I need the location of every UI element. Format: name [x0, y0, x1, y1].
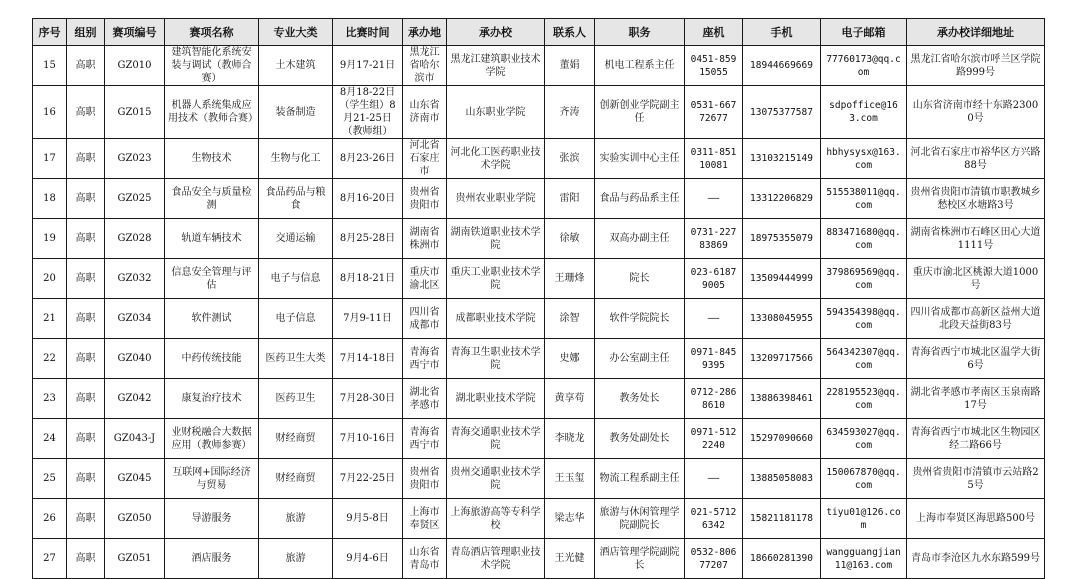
- cell-email: sdpoffice@163.com: [821, 86, 907, 139]
- cell-code: GZ010: [105, 46, 165, 86]
- cell-contact: 徐敏: [545, 219, 595, 259]
- competition-table: [32, 18, 1045, 579]
- cell-landline: 0971-5122240: [685, 419, 743, 459]
- cell-address: 贵州省贵阳市清镇市职教城乡愁校区水塘路3号: [907, 179, 1045, 219]
- cell-contact: 齐涛: [545, 86, 595, 139]
- cell-email: hbhysysx@163.com: [821, 139, 907, 179]
- cell-city: 青海省西宁市: [403, 419, 447, 459]
- column-header: 座机: [685, 19, 743, 46]
- cell-position: 酒店管理学院副院长: [595, 539, 685, 579]
- table-row: [33, 419, 1045, 459]
- cell-address: 四川省成都市高新区益州大道北段天益街83号: [907, 299, 1045, 339]
- cell-city: 山东省青岛市: [403, 539, 447, 579]
- cell-address: 青岛市李沧区九水东路599号: [907, 539, 1045, 579]
- cell-school: 湖南铁道职业技术学院: [447, 219, 545, 259]
- cell-landline: 023-61879005: [685, 259, 743, 299]
- cell-landline: 0311-85110081: [685, 139, 743, 179]
- cell-city: 贵州省贵阳市: [403, 459, 447, 499]
- cell-seq: 19: [33, 219, 67, 259]
- cell-category: 医药卫生大类: [259, 339, 333, 379]
- cell-contact: 王玉玺: [545, 459, 595, 499]
- cell-school: 上海旅游高等专科学校: [447, 499, 545, 539]
- cell-contact: 黄享苟: [545, 379, 595, 419]
- column-header: 序号: [33, 19, 67, 46]
- cell-contact: 雷阳: [545, 179, 595, 219]
- cell-address: 青海省西宁市城北区温学大街6号: [907, 339, 1045, 379]
- cell-contact: 董娟: [545, 46, 595, 86]
- cell-code: GZ025: [105, 179, 165, 219]
- column-header: 承办校详细地址: [907, 19, 1045, 46]
- cell-school: 青岛酒店管理职业技术学院: [447, 539, 545, 579]
- cell-code: GZ034: [105, 299, 165, 339]
- cell-contact: 梁志华: [545, 499, 595, 539]
- cell-mobile: 15821181178: [743, 499, 821, 539]
- cell-email: 594354398@qq.com: [821, 299, 907, 339]
- cell-landline: 0731-22783869: [685, 219, 743, 259]
- cell-contact: 王光健: [545, 539, 595, 579]
- cell-date: 8月18-21日: [333, 259, 403, 299]
- column-header: 赛项编号: [105, 19, 165, 46]
- cell-city: 黑龙江省哈尔滨市: [403, 46, 447, 86]
- column-header: 承办校: [447, 19, 545, 46]
- cell-name: 导游服务: [165, 499, 259, 539]
- cell-position: 院长: [595, 259, 685, 299]
- cell-code: GZ042: [105, 379, 165, 419]
- cell-code: GZ023: [105, 139, 165, 179]
- cell-category: 生物与化工: [259, 139, 333, 179]
- cell-school: 重庆工业职业技术学院: [447, 259, 545, 299]
- table-row: [33, 259, 1045, 299]
- cell-email: 515538011@qq.com: [821, 179, 907, 219]
- cell-code: GZ043-J: [105, 419, 165, 459]
- cell-group: 高职: [67, 499, 105, 539]
- column-header: 比赛时间: [333, 19, 403, 46]
- cell-school: 贵州交通职业技术学院: [447, 459, 545, 499]
- table-row: [33, 46, 1045, 86]
- cell-email: wangguangjian11@163.com: [821, 539, 907, 579]
- cell-seq: 24: [33, 419, 67, 459]
- table-row: [33, 499, 1045, 539]
- cell-code: GZ015: [105, 86, 165, 139]
- cell-landline: 0531-66772677: [685, 86, 743, 139]
- cell-email: 150067870@qq.com: [821, 459, 907, 499]
- cell-school: 成都职业技术学院: [447, 299, 545, 339]
- cell-mobile: 13509444999: [743, 259, 821, 299]
- cell-group: 高职: [67, 539, 105, 579]
- table-row: [33, 379, 1045, 419]
- cell-email: 564342307@qq.com: [821, 339, 907, 379]
- cell-group: 高职: [67, 339, 105, 379]
- cell-mobile: 13886398461: [743, 379, 821, 419]
- cell-seq: 23: [33, 379, 67, 419]
- cell-mobile: 15297090660: [743, 419, 821, 459]
- cell-mobile: 13075377587: [743, 86, 821, 139]
- cell-landline: ——: [685, 459, 743, 499]
- cell-address: 黑龙江省哈尔滨市呼兰区学院路999号: [907, 46, 1045, 86]
- cell-school: 黑龙江建筑职业技术学院: [447, 46, 545, 86]
- cell-date: 8月25-28日: [333, 219, 403, 259]
- table-row: [33, 219, 1045, 259]
- cell-category: 财经商贸: [259, 459, 333, 499]
- cell-contact: 涂智: [545, 299, 595, 339]
- cell-name: 信息安全管理与评估: [165, 259, 259, 299]
- cell-contact: 史娜: [545, 339, 595, 379]
- cell-category: 土木建筑: [259, 46, 333, 86]
- cell-seq: 26: [33, 499, 67, 539]
- table-row: [33, 299, 1045, 339]
- cell-date: 8月23-26日: [333, 139, 403, 179]
- cell-code: GZ028: [105, 219, 165, 259]
- cell-contact: 李晓龙: [545, 419, 595, 459]
- cell-position: 教务处长: [595, 379, 685, 419]
- cell-date: 7月22-25日: [333, 459, 403, 499]
- column-header: 手机: [743, 19, 821, 46]
- cell-code: GZ040: [105, 339, 165, 379]
- cell-mobile: 18975355079: [743, 219, 821, 259]
- cell-email: tiyu01@126.com: [821, 499, 907, 539]
- cell-group: 高职: [67, 46, 105, 86]
- header-row: [33, 19, 1045, 46]
- cell-code: GZ032: [105, 259, 165, 299]
- cell-email: 634593027@qq.com: [821, 419, 907, 459]
- cell-seq: 17: [33, 139, 67, 179]
- table-row: [33, 539, 1045, 579]
- column-header: 专业大类: [259, 19, 333, 46]
- cell-date: 9月17-21日: [333, 46, 403, 86]
- cell-landline: 0451-85915055: [685, 46, 743, 86]
- cell-email: 228195523@qq.com: [821, 379, 907, 419]
- table-container: [32, 18, 1044, 579]
- cell-landline: 0532-80677207: [685, 539, 743, 579]
- cell-seq: 18: [33, 179, 67, 219]
- cell-seq: 22: [33, 339, 67, 379]
- cell-city: 上海市奉贤区: [403, 499, 447, 539]
- column-header: 电子邮箱: [821, 19, 907, 46]
- cell-name: 轨道车辆技术: [165, 219, 259, 259]
- cell-mobile: 13308045955: [743, 299, 821, 339]
- cell-position: 食品与药品系主任: [595, 179, 685, 219]
- cell-seq: 25: [33, 459, 67, 499]
- cell-address: 河北省石家庄市裕华区方兴路88号: [907, 139, 1045, 179]
- cell-category: 电子与信息: [259, 259, 333, 299]
- cell-code: GZ045: [105, 459, 165, 499]
- column-header: 组别: [67, 19, 105, 46]
- cell-address: 贵州省贵阳市清镇市云站路25号: [907, 459, 1045, 499]
- cell-name: 互联网+国际经济与贸易: [165, 459, 259, 499]
- cell-school: 青海卫生职业技术学院: [447, 339, 545, 379]
- cell-school: 河北化工医药职业技术学院: [447, 139, 545, 179]
- cell-email: 379869569@qq.com: [821, 259, 907, 299]
- cell-group: 高职: [67, 379, 105, 419]
- cell-date: 7月9-11日: [333, 299, 403, 339]
- cell-name: 酒店服务: [165, 539, 259, 579]
- cell-name: 软件测试: [165, 299, 259, 339]
- cell-date: 9月5-8日: [333, 499, 403, 539]
- cell-mobile: 18660281390: [743, 539, 821, 579]
- cell-group: 高职: [67, 139, 105, 179]
- cell-name: 机器人系统集成应用技术（教师合赛）: [165, 86, 259, 139]
- column-header: 承办地: [403, 19, 447, 46]
- table-row: [33, 179, 1045, 219]
- cell-city: 贵州省贵阳市: [403, 179, 447, 219]
- cell-seq: 15: [33, 46, 67, 86]
- cell-position: 实验实训中心主任: [595, 139, 685, 179]
- cell-group: 高职: [67, 219, 105, 259]
- cell-group: 高职: [67, 179, 105, 219]
- cell-seq: 27: [33, 539, 67, 579]
- cell-category: 旅游: [259, 499, 333, 539]
- cell-category: 医药卫生: [259, 379, 333, 419]
- cell-category: 交通运输: [259, 219, 333, 259]
- cell-category: 财经商贸: [259, 419, 333, 459]
- table-row: [33, 459, 1045, 499]
- column-header: 联系人: [545, 19, 595, 46]
- cell-landline: 0712-2868610: [685, 379, 743, 419]
- cell-category: 旅游: [259, 539, 333, 579]
- cell-group: 高职: [67, 459, 105, 499]
- cell-code: GZ050: [105, 499, 165, 539]
- cell-name: 生物技术: [165, 139, 259, 179]
- cell-city: 重庆市渝北区: [403, 259, 447, 299]
- table-row: [33, 139, 1045, 179]
- cell-address: 湖南省株洲市石峰区田心大道1111号: [907, 219, 1045, 259]
- cell-group: 高职: [67, 299, 105, 339]
- cell-city: 四川省成都市: [403, 299, 447, 339]
- cell-name: 建筑智能化系统安装与调试（教师合赛）: [165, 46, 259, 86]
- cell-name: 康复治疗技术: [165, 379, 259, 419]
- cell-landline: 021-57126342: [685, 499, 743, 539]
- cell-mobile: 13312206829: [743, 179, 821, 219]
- cell-city: 湖北省孝感市: [403, 379, 447, 419]
- cell-position: 软件学院院长: [595, 299, 685, 339]
- cell-school: 湖北职业技术学院: [447, 379, 545, 419]
- cell-address: 山东省济南市经十东路23000号: [907, 86, 1045, 139]
- cell-group: 高职: [67, 259, 105, 299]
- cell-position: 双高办副主任: [595, 219, 685, 259]
- table-row: [33, 86, 1045, 139]
- cell-position: 机电工程系主任: [595, 46, 685, 86]
- cell-city: 河北省石家庄市: [403, 139, 447, 179]
- cell-date: 9月4-6日: [333, 539, 403, 579]
- cell-school: 贵州农业职业学院: [447, 179, 545, 219]
- column-header: 职务: [595, 19, 685, 46]
- cell-email: 883471680@qq.com: [821, 219, 907, 259]
- cell-name: 食品安全与质量检测: [165, 179, 259, 219]
- cell-seq: 16: [33, 86, 67, 139]
- cell-mobile: 13885058083: [743, 459, 821, 499]
- cell-email: 77760173@qq.com: [821, 46, 907, 86]
- cell-contact: 张滨: [545, 139, 595, 179]
- cell-mobile: 13209717566: [743, 339, 821, 379]
- cell-category: 装备制造: [259, 86, 333, 139]
- cell-school: 青海交通职业技术学院: [447, 419, 545, 459]
- cell-position: 物流工程系副主任: [595, 459, 685, 499]
- cell-landline: 0971-8459395: [685, 339, 743, 379]
- cell-position: 旅游与休闲管理学院副院长: [595, 499, 685, 539]
- cell-address: 青海省西宁市城北区生物园区经二路66号: [907, 419, 1045, 459]
- cell-date: 7月14-18日: [333, 339, 403, 379]
- cell-date: 8月16-20日: [333, 179, 403, 219]
- cell-group: 高职: [67, 419, 105, 459]
- cell-city: 青海省西宁市: [403, 339, 447, 379]
- cell-position: 教务处副处长: [595, 419, 685, 459]
- cell-address: 上海市奉贤区海思路500号: [907, 499, 1045, 539]
- cell-group: 高职: [67, 86, 105, 139]
- cell-landline: ——: [685, 179, 743, 219]
- cell-landline: ——: [685, 299, 743, 339]
- cell-mobile: 13103215149: [743, 139, 821, 179]
- cell-position: 办公室副主任: [595, 339, 685, 379]
- cell-address: 湖北省孝感市孝南区玉泉南路17号: [907, 379, 1045, 419]
- table-body: [33, 46, 1045, 579]
- cell-city: 湖南省株洲市: [403, 219, 447, 259]
- cell-address: 重庆市渝北区桃源大道1000号: [907, 259, 1045, 299]
- table-row: [33, 339, 1045, 379]
- cell-date: 7月10-16日: [333, 419, 403, 459]
- cell-city: 山东省济南市: [403, 86, 447, 139]
- cell-category: 电子信息: [259, 299, 333, 339]
- cell-seq: 21: [33, 299, 67, 339]
- cell-date: 8月18-22日（学生组）8月21-25日（教师组）: [333, 86, 403, 139]
- column-header: 赛项名称: [165, 19, 259, 46]
- cell-date: 7月28-30日: [333, 379, 403, 419]
- cell-name: 中药传统技能: [165, 339, 259, 379]
- cell-seq: 20: [33, 259, 67, 299]
- cell-name: 业财税融合大数据应用（教师参赛）: [165, 419, 259, 459]
- cell-contact: 王珊烽: [545, 259, 595, 299]
- cell-mobile: 18944669669: [743, 46, 821, 86]
- cell-position: 创新创业学院副主任: [595, 86, 685, 139]
- cell-school: 山东职业学院: [447, 86, 545, 139]
- cell-code: GZ051: [105, 539, 165, 579]
- cell-category: 食品药品与粮食: [259, 179, 333, 219]
